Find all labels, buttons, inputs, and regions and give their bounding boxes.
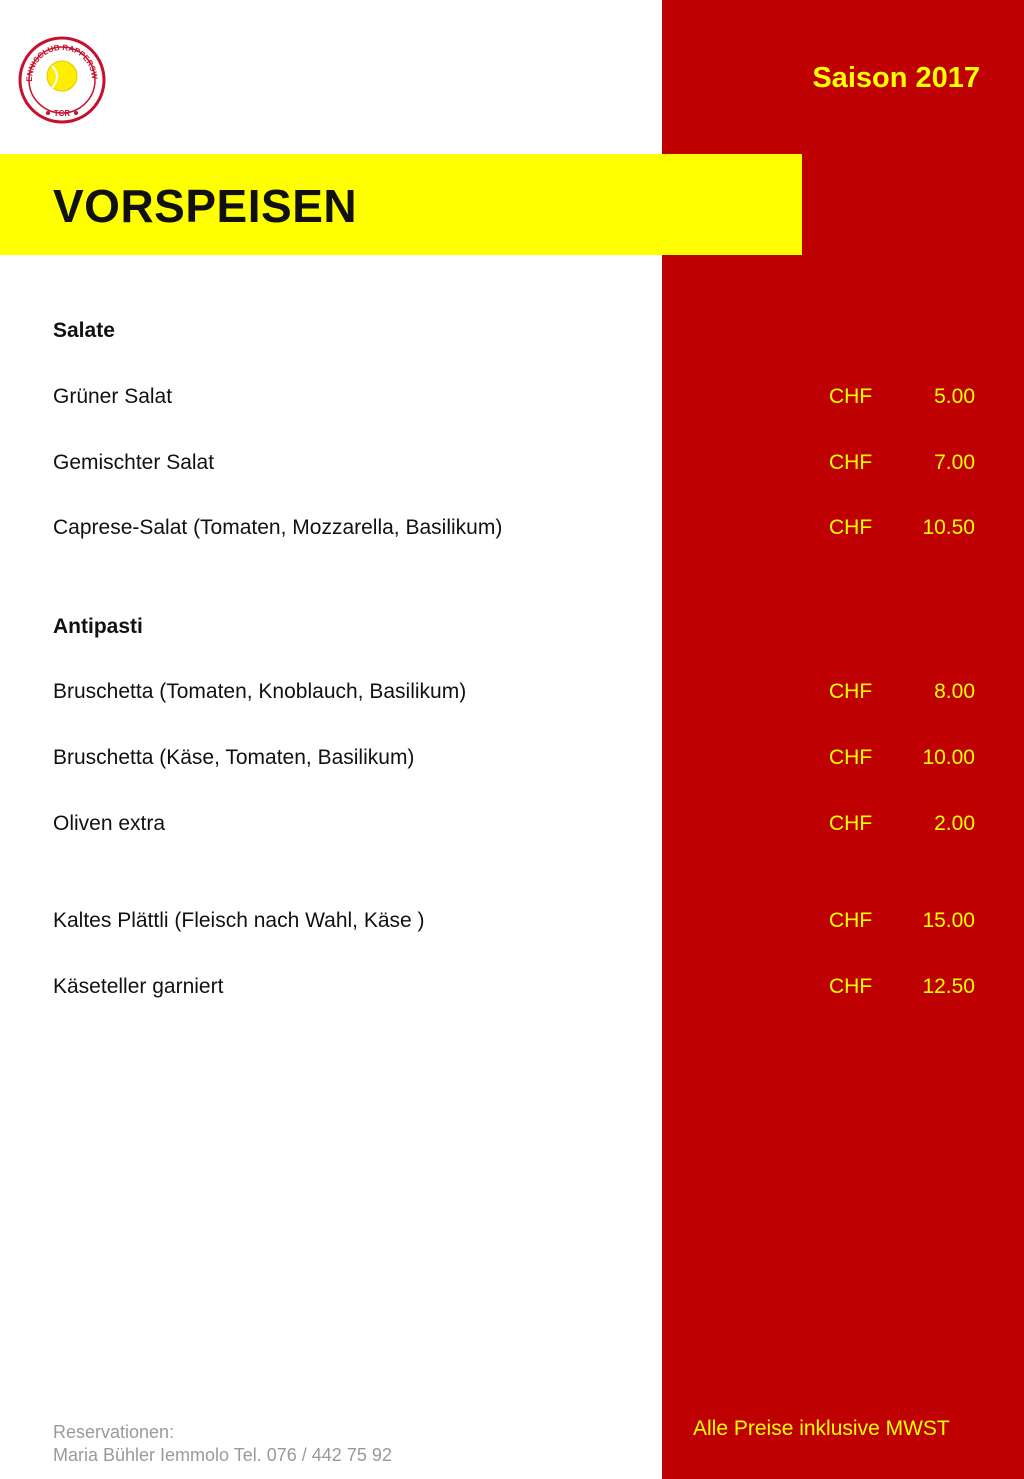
menu-item-price: 10.50 <box>922 516 975 539</box>
menu-item-price: 5.00 <box>934 385 975 408</box>
menu-item-name: Bruschetta (Käse, Tomaten, Basilikum) <box>53 746 415 769</box>
menu-item-currency: CHF <box>829 975 873 998</box>
menu-item-currency: CHF <box>829 746 873 769</box>
menu-item-name: Kaltes Plättli (Fleisch nach Wahl, Käse ) <box>53 909 425 932</box>
logo-text-bottom: TCR <box>53 109 71 118</box>
menu-item-currency: CHF <box>829 385 873 408</box>
menu-item-name: Grüner Salat <box>53 385 173 408</box>
menu-item-price: 8.00 <box>934 680 975 703</box>
menu-item-name: Bruschetta (Tomaten, Knoblauch, Basilikum) <box>53 680 467 703</box>
menu-item-currency: CHF <box>829 516 873 539</box>
section-title-salate: Salate <box>53 319 115 342</box>
page-title: VORSPEISEN <box>53 180 358 232</box>
menu-item-price: 7.00 <box>934 451 975 474</box>
reservations-contact: Maria Bühler Iemmolo Tel. 076 / 442 75 92 <box>53 1445 392 1465</box>
menu-item-currency: CHF <box>829 909 873 932</box>
menu-item-name: Oliven extra <box>53 812 166 835</box>
menu-item-name: Käseteller garniert <box>53 975 224 998</box>
menu-item-name: Gemischter Salat <box>53 451 215 474</box>
menu-item-price: 12.50 <box>922 975 975 998</box>
menu-item-price: 15.00 <box>922 909 975 932</box>
menu-item-price: 10.00 <box>922 746 975 769</box>
logo-text-top: ENNISCLUB RAPPERSW <box>24 42 100 82</box>
menu-item-price: 2.00 <box>934 812 975 835</box>
vat-note: Alle Preise inklusive MWST <box>693 1417 950 1440</box>
menu-item-currency: CHF <box>829 812 873 835</box>
season-label: Saison 2017 <box>812 62 980 94</box>
section-title-antipasti: Antipasti <box>53 615 143 638</box>
menu-item-currency: CHF <box>829 680 873 703</box>
tennisclub-logo <box>18 36 106 124</box>
reservations-label: Reservationen: <box>53 1422 175 1442</box>
menu-item-currency: CHF <box>829 451 873 474</box>
menu-item-name: Caprese-Salat (Tomaten, Mozzarella, Basilikum) <box>53 516 503 539</box>
